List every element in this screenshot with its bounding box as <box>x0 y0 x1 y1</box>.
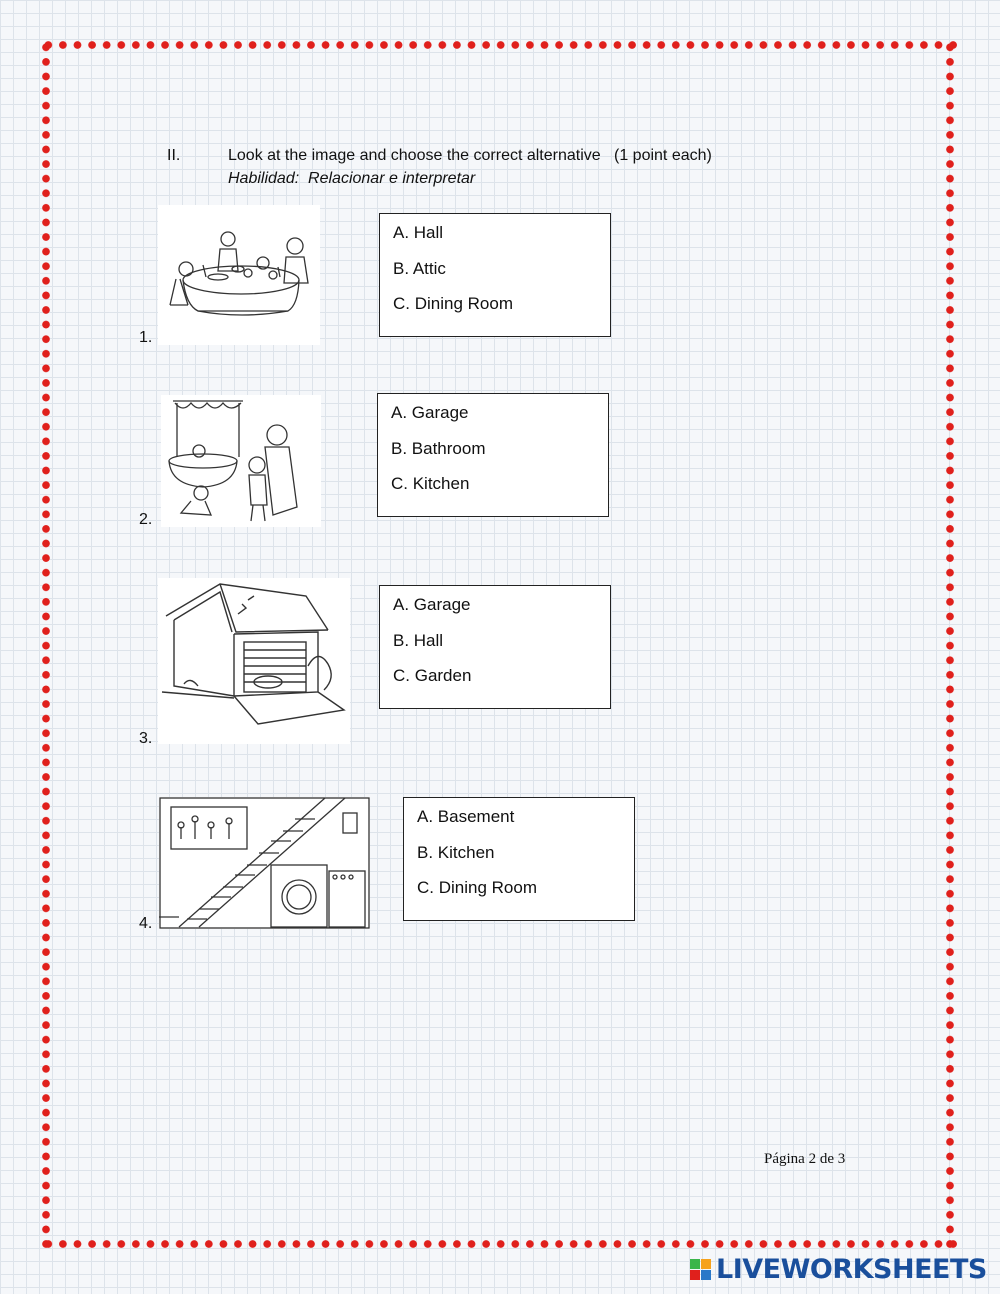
answer-box[interactable] <box>379 585 611 709</box>
option-a[interactable]: A. Basement <box>417 807 515 826</box>
dining-room-image <box>158 205 320 345</box>
instruction-text: Look at the image and choose the correct alternative (1 point each) <box>228 147 712 164</box>
section-number: II. <box>167 147 181 164</box>
garage-image <box>158 578 350 744</box>
option-a[interactable]: A. Garage <box>393 595 471 614</box>
question-number: 4. <box>139 915 153 932</box>
option-b[interactable]: B. Bathroom <box>391 438 486 458</box>
dotted-border-right <box>945 40 955 1249</box>
dotted-border-bottom <box>41 1239 957 1249</box>
option-b[interactable]: B. Attic <box>393 258 446 278</box>
question-number: 3. <box>139 730 153 747</box>
option-b[interactable]: B. Kitchen <box>417 842 495 862</box>
option-c[interactable]: C. Dining Room <box>393 294 513 313</box>
liveworksheets-logo[interactable] <box>690 1254 987 1284</box>
question-number: 1. <box>139 329 153 346</box>
option-c[interactable]: C. Dining Room <box>417 878 537 897</box>
option-a[interactable]: A. Garage <box>391 403 469 422</box>
question-number: 2. <box>139 511 153 528</box>
bathroom-image <box>161 395 321 527</box>
dotted-border-top <box>41 40 957 50</box>
option-a[interactable]: A. Hall <box>393 223 444 242</box>
option-b[interactable]: B. Hall <box>393 630 444 650</box>
option-c[interactable]: C. Kitchen <box>391 474 470 493</box>
skill-text: Habilidad: Relacionar e interpretar <box>228 170 476 187</box>
basement-image <box>159 797 370 929</box>
answer-box[interactable] <box>377 393 609 517</box>
page-number: Página 2 de 3 <box>764 1151 846 1167</box>
logo-mark-icon <box>690 1259 711 1280</box>
answer-box[interactable] <box>379 213 611 337</box>
brand-name: LIVEWORKSHEETS <box>716 1253 987 1285</box>
option-c[interactable]: C. Garden <box>393 666 472 685</box>
answer-box[interactable] <box>403 797 635 921</box>
dotted-border-left <box>41 40 51 1249</box>
